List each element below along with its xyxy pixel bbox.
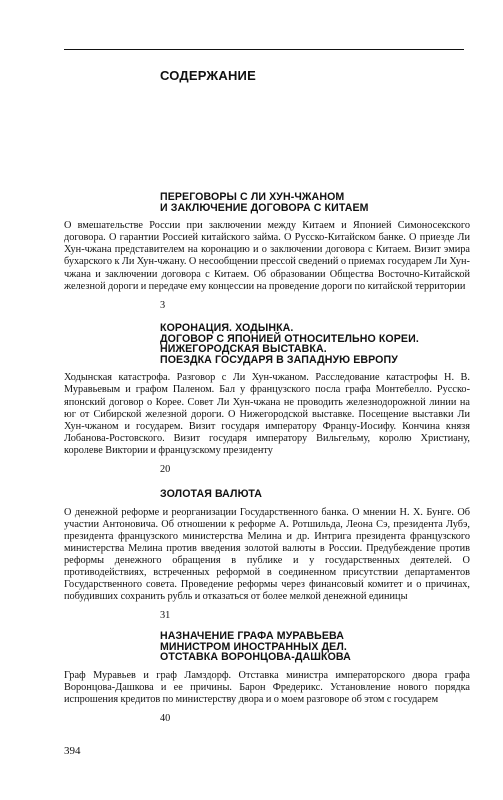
entry-heading xyxy=(160,489,470,500)
heading-line: И ЗАКЛЮЧЕНИЕ ДОГОВОРА С КИТАЕМ xyxy=(160,201,369,214)
heading-line: НИЖЕГОРОДСКАЯ ВЫСТАВКА. xyxy=(160,343,327,356)
entry-heading xyxy=(160,631,470,663)
heading-line: ПЕРЕГОВОРЫ С ЛИ ХУН-ЧЖАНОМ xyxy=(160,191,345,203)
entry-summary: О вмешательстве России при заключении между Китаем и Японией Симоносекского договора. О гарантии Россией китайского займа. О Русско-Китайском банке. О приезде Ли Хун-чжана представителем на коронацию и о заключении договора с Китаем. Визит эмира бухарского к Ли Хун-чжану. О несообщении прессой сведений о приемах государем Ли Хун-чжана и заключении договора с Китаем. Об образовании Общества Восточно-Китайской железной дороги и передаче ему концессии на проведение дороги по китайской территории xyxy=(64,220,470,292)
entry-summary: О денежной реформе и реорганизации Государственного банка. О мнении Н. Х. Бунге. Об участии Антоновича. Об отношении к реформе А. Ротшильда, Леона Сэ, президента Лубэ, президента французского министерства Мелина и др. Интрига президента французского министерства Мелина против введения золотой валюты в России. Предубеждение против реформы денежного обращения в публике и у государственных деятелей. О противодействиях, встреченных реформой в соединенном присутствии департаментов Государственного совета. Проведение реформы через финансовый комитет и о причинах, побудивших сохранить рубль и отказаться от более мелкой денежной единицы xyxy=(64,506,470,603)
toc-entry-2 xyxy=(64,323,470,476)
heading-line: НАЗНАЧЕНИЕ ГРАФА МУРАВЬЕВА xyxy=(160,630,345,642)
heading-line: МИНИСТРОМ ИНОСТРАННЫХ ДЕЛ. xyxy=(160,640,347,653)
toc-entry-3 xyxy=(64,489,470,622)
entry-summary: Граф Муравьев и граф Ламздорф. Отставка министра императорского двора графа Воронцова-Дашкова и ее причины. Барон Фредерикс. Установление нового порядка испрошения кредитов по министерству двора и о моем разговоре об этом с государем xyxy=(64,669,470,705)
entry-page-number: 31 xyxy=(160,610,171,622)
heading-line: ДОГОВОР С ЯПОНИЕЙ ОТНОСИТЕЛЬНО КОРЕИ. xyxy=(160,332,419,345)
heading-line: КОРОНАЦИЯ. ХОДЫНКА. xyxy=(160,322,294,334)
entry-page-number: 3 xyxy=(160,299,166,311)
header-rule xyxy=(64,49,464,50)
heading-line: ЗОЛОТАЯ ВАЛЮТА xyxy=(160,488,263,500)
toc-entry-1 xyxy=(64,192,470,312)
heading-line: ОТСТАВКА ВОРОНЦОВА-ДАШКОВА xyxy=(160,651,351,664)
heading-line: ПОЕЗДКА ГОСУДАРЯ В ЗАПАДНУЮ ЕВРОПУ xyxy=(160,353,398,366)
entry-page-number: 20 xyxy=(160,464,171,476)
entry-summary: Ходынская катастрофа. Разговор с Ли Хун-чжаном. Расследование катастрофы Н. В. Муравьевым и графом Паленом. Бал у французского посла графа Монтебелло. Русско-японский договор о Корее. Совет Ли Хун-чжана не проводить железнодорожной линии на юг от Сибирской железной дороги. О Нижегородской выставке. Посещение выставки Ли Хун-чжаном и государем. Визит государя императору Францу-Иосифу. Кончина князя Лобанова-Ростовского. Визит государя императору Вильгельму, королю Христиану, королеве Виктории и французскому президенту xyxy=(64,372,470,456)
entry-heading xyxy=(160,323,470,365)
toc-title: СОДЕРЖАНИЕ xyxy=(160,68,256,83)
toc-entry-4 xyxy=(64,631,470,725)
entry-heading xyxy=(160,192,470,213)
page-folio: 394 xyxy=(64,745,81,757)
entry-page-number: 40 xyxy=(160,713,171,725)
